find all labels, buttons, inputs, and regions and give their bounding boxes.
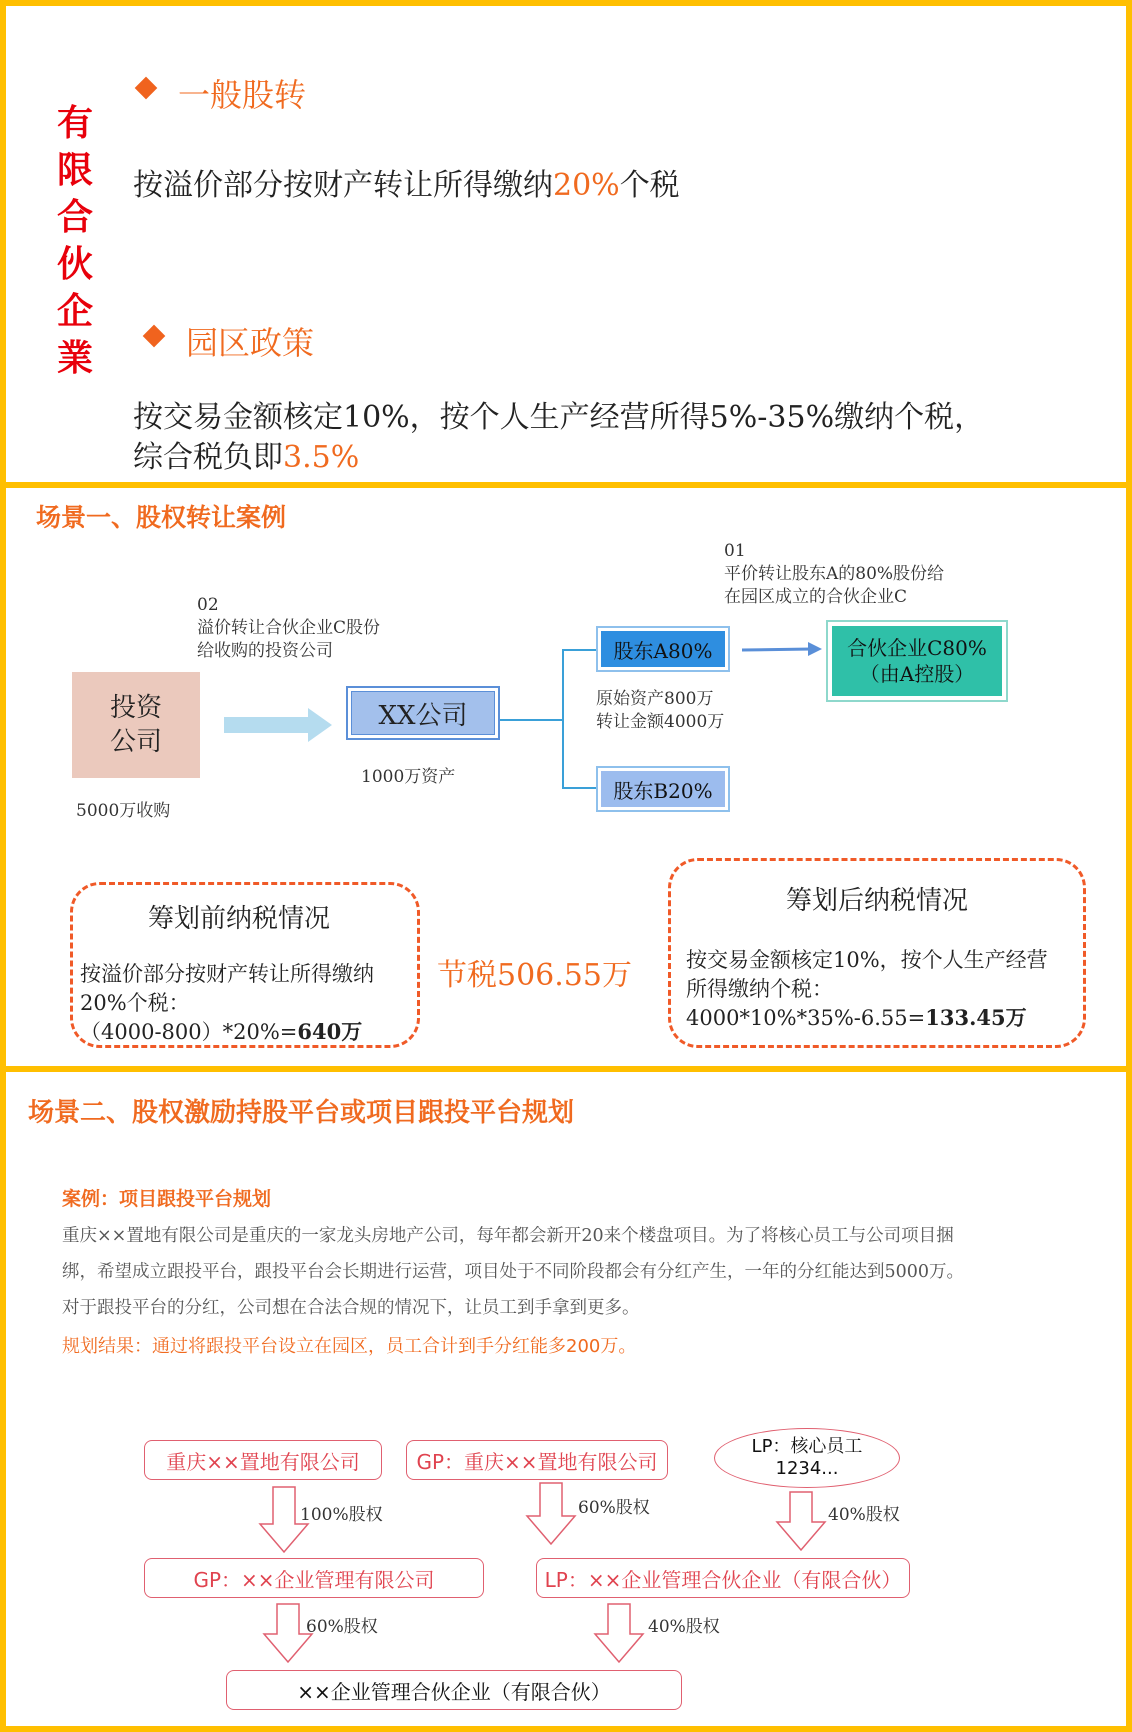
shareholder-a-label: 股东A80% xyxy=(601,631,725,667)
before-line2: 20%个税： xyxy=(80,991,190,1015)
investment-company-line: 投资 xyxy=(109,693,162,723)
step01-number: 01 xyxy=(724,541,746,561)
node-gp-mid: GP：××企业管理有限公司 xyxy=(144,1558,484,1598)
after-formula: 4000*10%*35%-6.55= xyxy=(686,1006,926,1030)
before-title: 筹划前纳税情况 xyxy=(148,904,331,934)
edge-label-40-top: 40%股权 xyxy=(828,1505,900,1525)
case-paragraph-line1: 重庆××置地有限公司是重庆的一家龙头房地产公司，每年都会新开20来个楼盘项目。为了将核心员工与公司项目捆 xyxy=(62,1226,954,1246)
vertical-title-char: 伙 xyxy=(56,243,93,285)
node-lp-mid: LP：××企业管理合伙企业（有限合伙） xyxy=(536,1558,910,1598)
lp-top-line2: 1234... xyxy=(775,1458,839,1479)
vertical-title-char: 業 xyxy=(56,337,93,379)
before-result: 640万 xyxy=(297,1019,363,1044)
vertical-title-char: 限 xyxy=(56,149,93,191)
step02-number: 02 xyxy=(197,595,219,615)
after-line2: 所得缴纳个税： xyxy=(686,977,833,1001)
step01-line2: 在园区成立的合伙企业C xyxy=(724,587,908,607)
lp-top-line1: LP：核心员工 xyxy=(751,1436,863,1457)
vertical-title-char: 企 xyxy=(56,290,93,332)
before-line1: 按溢价部分按财产转让所得缴纳 xyxy=(80,962,374,986)
item1-text-a: 按溢价部分按财产转让所得缴纳 xyxy=(133,168,553,203)
item2-heading: 园区政策 xyxy=(186,324,315,362)
after-title: 筹划后纳税情况 xyxy=(786,886,969,916)
tax-saving: 节税506.55万 xyxy=(437,958,632,993)
item2-line2-a: 综合税负即 xyxy=(133,440,283,475)
scenario2-title: 场景二、股权激励持股平台或项目跟投平台规划 xyxy=(28,1098,575,1128)
case-paragraph-line3: 对于跟投平台的分红，公司想在合法合规的情况下，让员工到手拿到更多。 xyxy=(62,1298,640,1318)
xx-company-label: XX公司 xyxy=(351,691,495,735)
step02-line2: 给收购的投资公司 xyxy=(197,641,333,661)
item2-line1: 按交易金额核定10%，按个人生产经营所得5%-35%缴纳个税， xyxy=(133,400,985,435)
node-parent-company: 重庆××置地有限公司 xyxy=(144,1440,382,1480)
edge-label-40-bottom: 40%股权 xyxy=(648,1617,720,1637)
case-paragraph-line2: 绑，希望成立跟投平台，跟投平台会长期进行运营，项目处于不同阶段都会有分红产生，一年的分红能达到5000万。 xyxy=(62,1262,965,1282)
vertical-title-char: 合 xyxy=(56,196,93,238)
shareholder-a-note1: 原始资产800万 xyxy=(596,689,714,709)
item1-heading: 一般股转 xyxy=(178,76,307,114)
item1-text-b: 个税 xyxy=(619,168,680,203)
investment-company-line: 公司 xyxy=(109,727,162,757)
step02-line1: 溢价转让合伙企业C股份 xyxy=(197,618,381,638)
after-line1: 按交易金额核定10%，按个人生产经营 xyxy=(686,948,1048,972)
item2-line2-pct: 3.5% xyxy=(283,440,360,475)
partnership-c-line1: 合伙企业C80% xyxy=(847,636,987,660)
edge-label-60-top: 60%股权 xyxy=(578,1498,650,1518)
edge-label-60-bottom: 60%股权 xyxy=(306,1617,378,1637)
case-heading: 案例：项目跟投平台规划 xyxy=(62,1188,272,1210)
node-bottom-partnership: ××企业管理合伙企业（有限合伙） xyxy=(226,1670,682,1710)
planning-result: 规划结果：通过将跟投平台设立在园区，员工合计到手分红能多200万。 xyxy=(62,1336,637,1357)
scenario1-title: 场景一、股权转让案例 xyxy=(36,503,287,532)
partnership-c-line2: （由A控股） xyxy=(859,662,975,686)
step01-line1: 平价转让股东A的80%股份给 xyxy=(724,564,945,584)
node-gp-top: GP：重庆××置地有限公司 xyxy=(406,1440,668,1480)
edge-label-100: 100%股权 xyxy=(300,1505,383,1525)
shareholder-a-note2: 转让金额4000万 xyxy=(596,712,725,732)
item1-text-pct: 20% xyxy=(553,168,620,203)
before-formula: （4000-800）*20%= xyxy=(80,1020,298,1044)
xx-company-caption: 1000万资产 xyxy=(361,767,456,787)
after-result: 133.45万 xyxy=(925,1005,1027,1030)
investment-caption: 5000万收购 xyxy=(76,801,171,821)
shareholder-b-label: 股东B20% xyxy=(601,771,725,807)
vertical-title-char: 有 xyxy=(56,102,93,144)
